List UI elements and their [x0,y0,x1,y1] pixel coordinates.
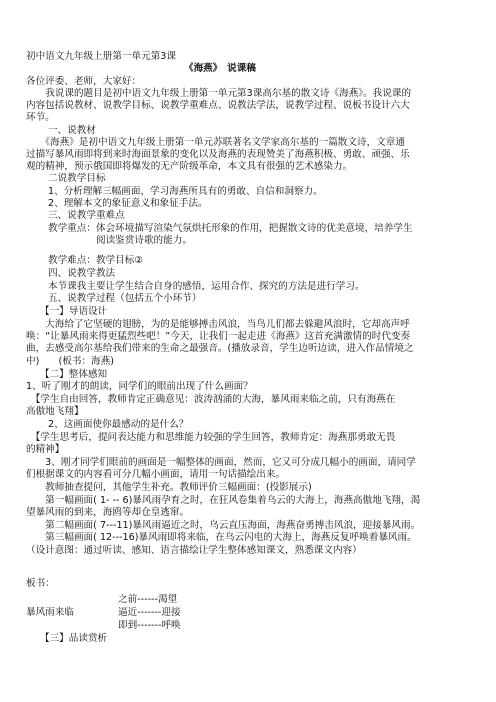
answer-2-line: 的精神】 [26,444,65,455]
objective-item: 2、理解本文的象征意义和象征手法。 [48,198,208,209]
board-row: 即到-------呼唤 [118,620,181,631]
board-row: 逼近-------迎接 [118,607,181,618]
board-left-label: 暴风雨来临 [26,607,74,618]
section-4-body: 本节课我主要让学生结合自身的感悟，运用合作、探究的方法是进行学习。 [48,281,365,292]
step-2-heading: 【二】整体感知 [40,369,108,380]
board-row: 之前------渴望 [118,594,178,605]
answer-1-line: 【学生自由回答，教师肯定正确意见：波涛汹涌的大海，暴风雨来临之前，只有海燕在 [26,394,396,405]
scene-3: 第三幅画面( 12---16)暴风雨即将来临，在乌云闪电的大海上，海燕反复呼唤着暴风雨。 [26,532,417,543]
greeting: 各位评委、老师，大家好： [26,76,142,87]
section-2-heading: 二说教学目标 [48,173,106,184]
answer-2-line: 【学生思考后，提问表达能力和思维能力较强的学生回答，教师肯定：海燕那勇敢无畏 [26,432,396,443]
section-5-heading: 五、说教学过程（包括五个小环节） [48,293,202,304]
intro-line: 我说课的题目是初中语文九年级上册第一单元第3课高尔基的散文诗《海燕》。我说课的 [26,88,412,99]
answer-1-line: 高傲地飞翔】 [26,406,84,417]
objective-item: 1、分析理解三幅画面，学习海燕所具有的勇敢、自信和洞察力。 [48,186,323,197]
question-3-line: 们根据课文的内容看可分几幅小画面，请用一句话描绘出来。 [26,469,286,480]
teacher-note: 教师抽查提问，其他学生补充。教师评价三幅画面：(投影展示) [26,482,312,493]
section-4-heading: 四、说教学教法 [48,268,116,279]
scene-1-line: 第一幅画面( 1- -- 6)暴风雨孕育之时，在狂风卷集着乌云的大海上，海燕高傲地飞翔，渴 [26,495,421,506]
section-1-line: 《海燕》是初中语文九年级上册第一单元苏联著名文学家高尔基的一篇散文诗，文章通 [26,137,405,148]
intro-line: 内容包括说教材、说教学目标、说教学重难点、说教法学法，说教学过程、说板书设计六大 [26,100,410,111]
step-1-heading: 【一】导语设计 [40,306,108,317]
board-label: 板书： [26,578,55,589]
step-1-line: 曲，去感受高尔基给我们带来的生命之最强音。(播放录音，学生边听边读，进入作品情境之 [26,343,414,354]
doc-title: 初中语文九年级上册第一单元第3课 [26,51,177,62]
step-3-heading: 【三】品读赏析 [40,633,108,644]
question-1: 1、听了刚才的朗读，同学们的眼前出现了什么画面？ [26,381,253,392]
step-1-line: 中) (板书：海燕) [26,356,114,367]
question-2: 2、这画面使你最感动的是什么？ [48,419,189,430]
key-point: 教学重点：体会环境描写渲染气氛烘托形象的作用，把握散文诗的优美意境，培养学生 [48,223,413,234]
section-1-line: 观的精神，预示俄国即将爆发的无产阶级革命，本文具有很强的艺术感染力。 [26,161,353,172]
section-1-line: 过描写暴风雨即将到来时海面景象的变化以及海燕的表现赞美了海燕积极、勇敢、顽强、乐 [26,149,410,160]
step-1-line: 大海给了它坚硬的翅膀，为的是能够搏击风浪，当鸟儿们都去躲避风浪时，它却高声呼 [26,319,410,330]
scene-2: 第二幅画面( 7---11)暴风雨逼近之时，乌云直压海面，海燕奋勇搏击风浪，迎接暴风雨。 [26,520,421,531]
scene-1-line: 望暴风雨的到来，海鸥等却仓皇逃窜。 [26,507,190,518]
question-3-line: 3、刚才同学们眼前的画面是一幅整体的画面，然而，它又可分成几幅小的画面，请同学 [26,457,416,468]
intro-line: 环节。 [26,112,55,123]
section-1-heading: 一、说教材 [48,125,96,136]
difficulty-point: 教学难点：教学目标② [48,255,143,266]
design-note: （设计意图：通过听读、感知、语言描绘让学生整体感知课文，熟悉课文内容） [26,545,362,556]
section-3-heading: 三、说教学重难点 [48,210,125,221]
doc-subtitle: 《海燕》 说课稿 [184,63,256,74]
key-point-cont: 阅读鉴赏诗歌的能力。 [96,235,192,246]
step-1-line: 唤：“让暴风雨来得更猛烈些吧！”今天，让我们一起走进《海燕》这首充满激情的时代变奏 [26,331,411,342]
